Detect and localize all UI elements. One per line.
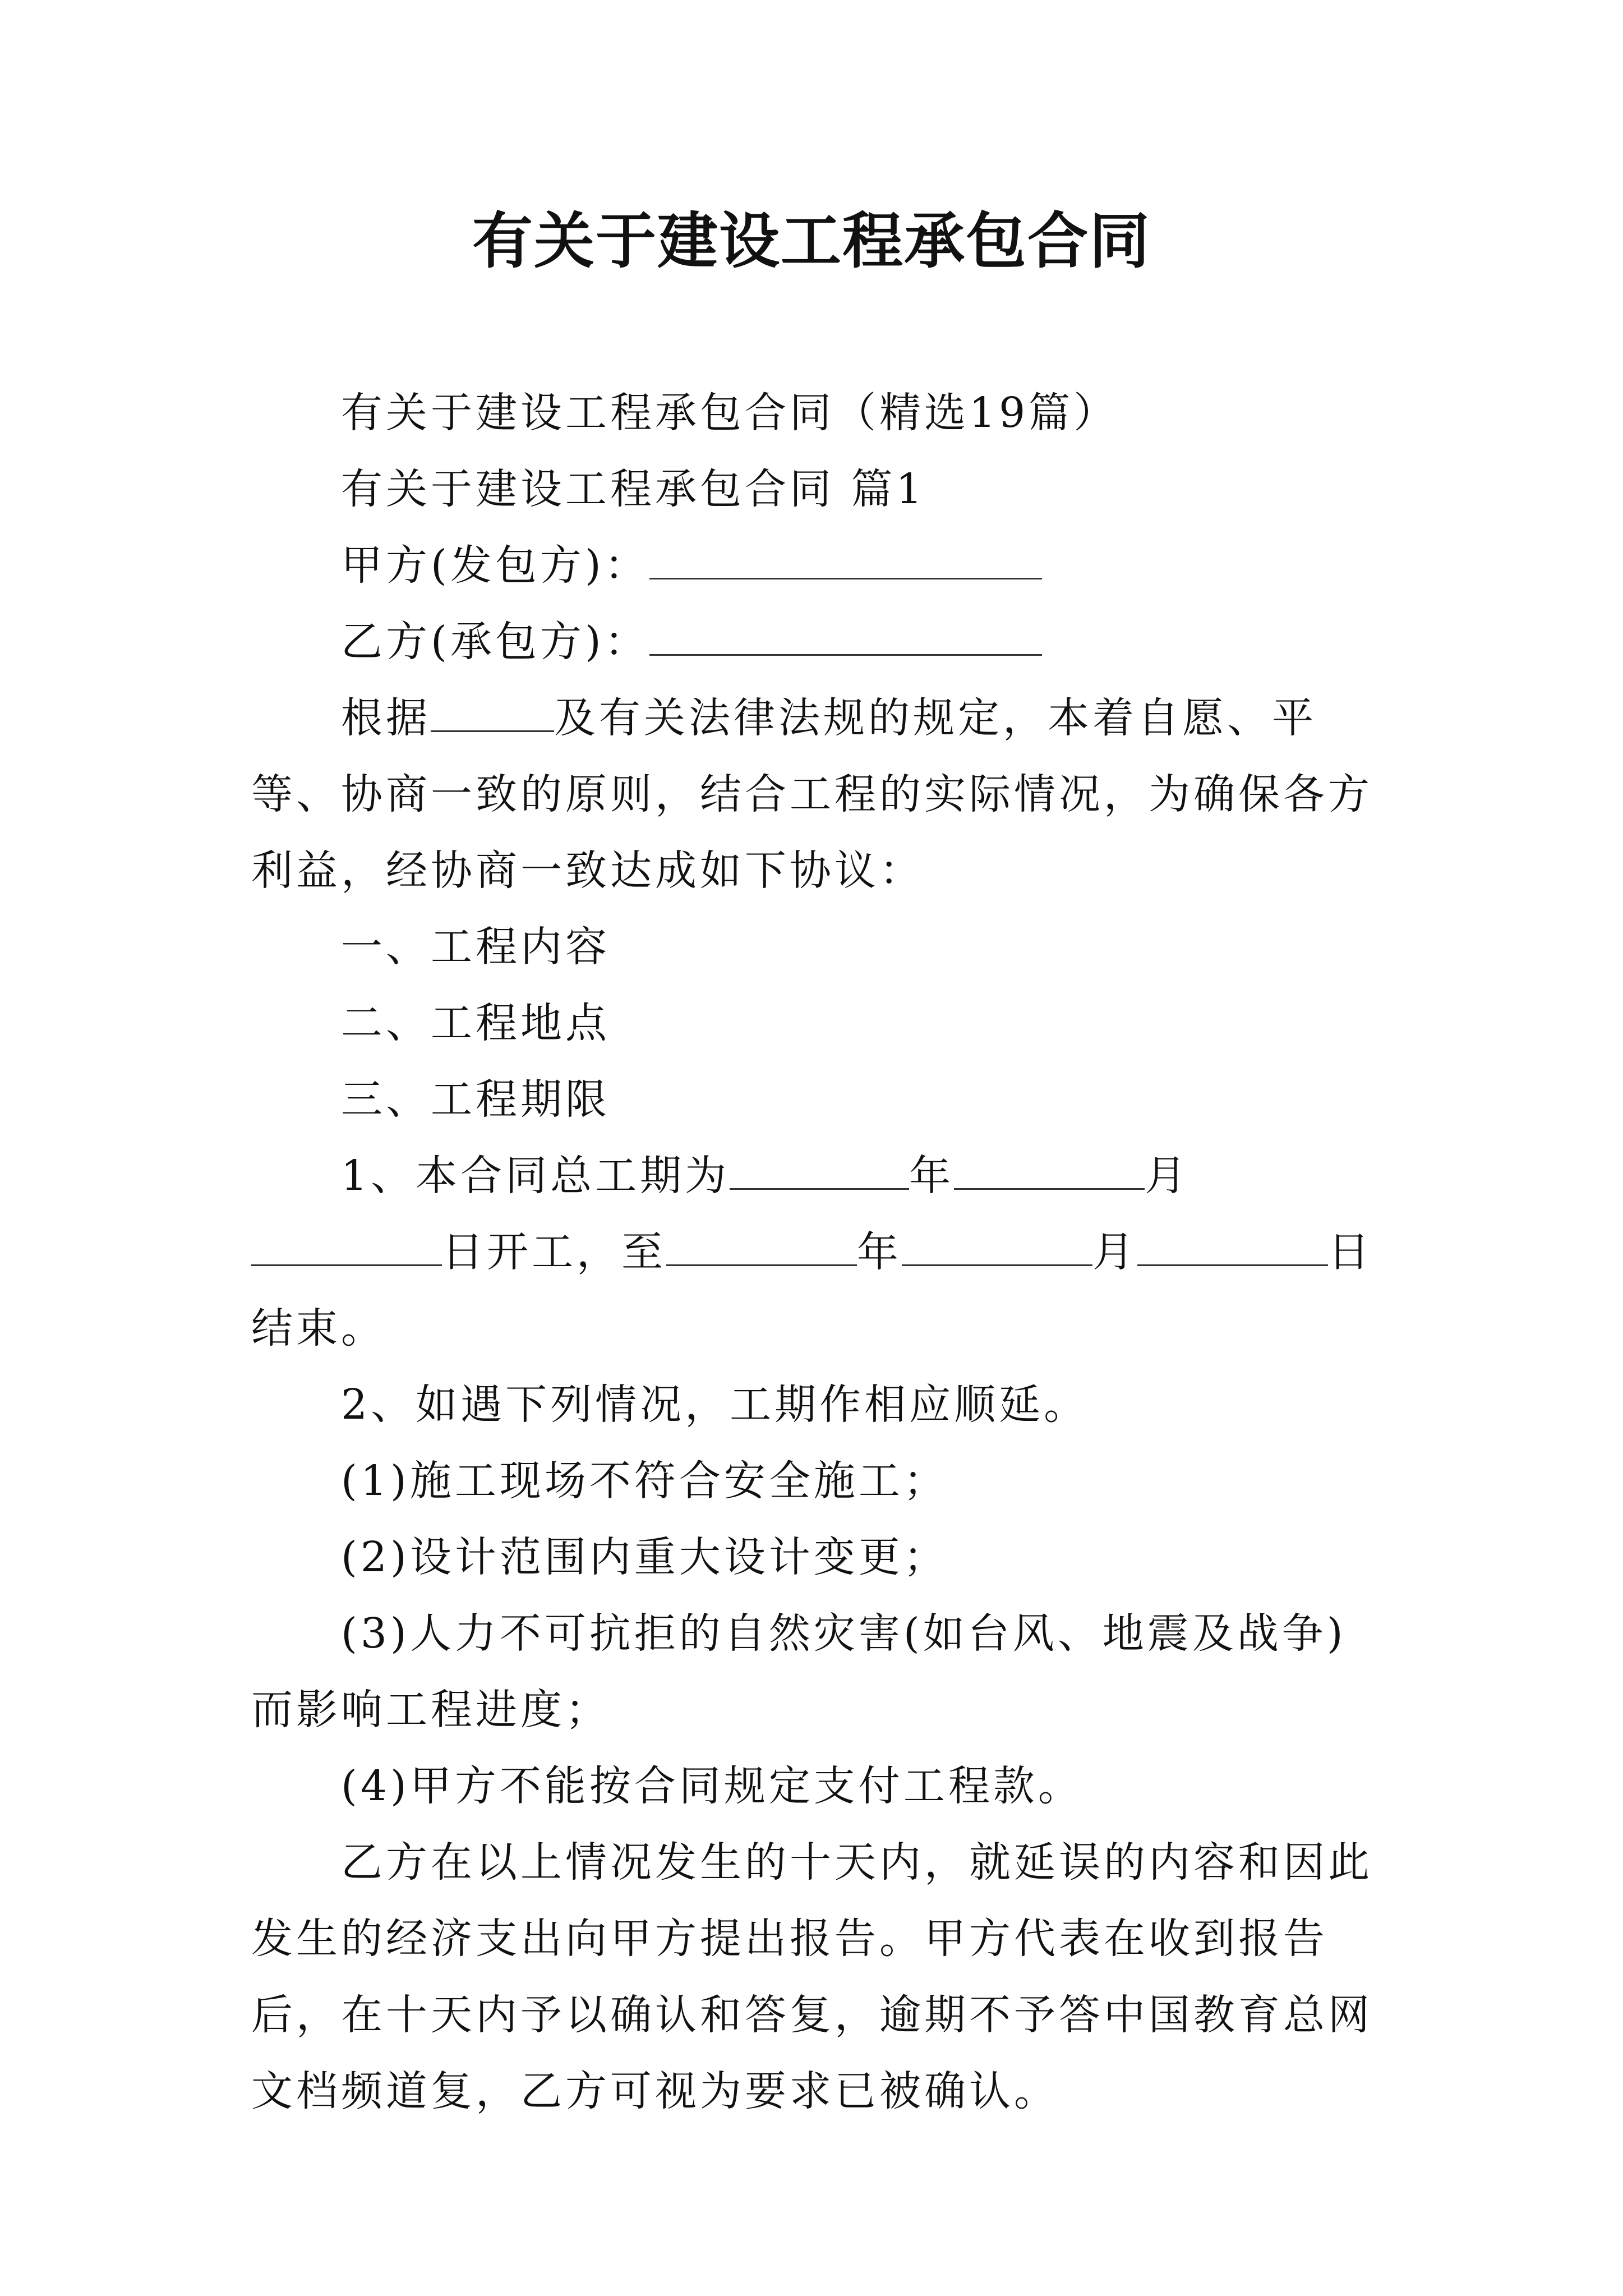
- extension-intro: 2、如遇下列情况，工期作相应顺延。: [341, 1381, 1089, 1429]
- end-year-blank: [666, 1226, 857, 1266]
- start-day-blank: [251, 1226, 442, 1266]
- start-month-label: 月: [1145, 1152, 1190, 1200]
- item-period: 三、工程期限: [341, 1075, 610, 1124]
- party-a-blank: [649, 540, 1042, 579]
- party-a-label: 甲方(发包方)：: [341, 541, 649, 590]
- end-month-blank: [902, 1226, 1092, 1266]
- end-year-label: 年: [857, 1228, 902, 1276]
- case-3: (3)人力不可抗拒的自然灾害(如台风、地震及战争)而影响工程进度；: [251, 1609, 1347, 1734]
- end-day-blank: [1137, 1226, 1328, 1266]
- start-month-blank: [954, 1150, 1145, 1190]
- party-a-line: [251, 527, 1373, 604]
- end-text: 日结束。: [251, 1228, 1373, 1352]
- document-body: [251, 375, 1373, 2129]
- party-b-line: [251, 604, 1373, 680]
- party-b-blank: [649, 616, 1042, 656]
- case-1: (1)施工现场不符合安全施工；: [341, 1457, 948, 1505]
- start-year-label: 年: [909, 1152, 955, 1200]
- party-b-label: 乙方(承包方)：: [341, 618, 649, 666]
- subtitle: 有关于建设工程承包合同（精选19篇）: [341, 389, 1119, 437]
- case-2: (2)设计范围内重大设计变更；: [341, 1533, 948, 1581]
- case-4: (4)甲方不能按合同规定支付工程款。: [341, 1762, 1083, 1810]
- item-content: 一、工程内容: [341, 923, 610, 971]
- item-location: 二、工程地点: [341, 999, 610, 1047]
- law-blank: [431, 692, 554, 732]
- document-title: 有关于建设工程承包合同: [472, 206, 1151, 277]
- period-prefix: 1、本合同总工期为: [341, 1152, 730, 1200]
- intro-paragraph: [251, 680, 1373, 909]
- start-text: 日开工，至: [442, 1228, 666, 1276]
- intro-prefix: 根据: [341, 694, 431, 742]
- section-heading: 有关于建设工程承包合同 篇1: [341, 465, 926, 513]
- start-year-blank: [730, 1150, 909, 1190]
- closing-paragraph: 乙方在以上情况发生的十天内，就延误的内容和因此发生的经济支出向甲方提出报告。甲方代表在收到报告后，在十天内予以确认和答复，逾期不予答中国教育总网文档频道复，乙方可视为要求已被确认。: [251, 1838, 1373, 2115]
- period-paragraph: [251, 1138, 1373, 1366]
- intro-rest: 及有关法律法规的规定，本着自愿、平等、协商一致的原则，结合工程的实际情况，为确保各方利益，经协商一致达成如下协议：: [251, 694, 1373, 895]
- end-month-label: 月: [1092, 1228, 1137, 1276]
